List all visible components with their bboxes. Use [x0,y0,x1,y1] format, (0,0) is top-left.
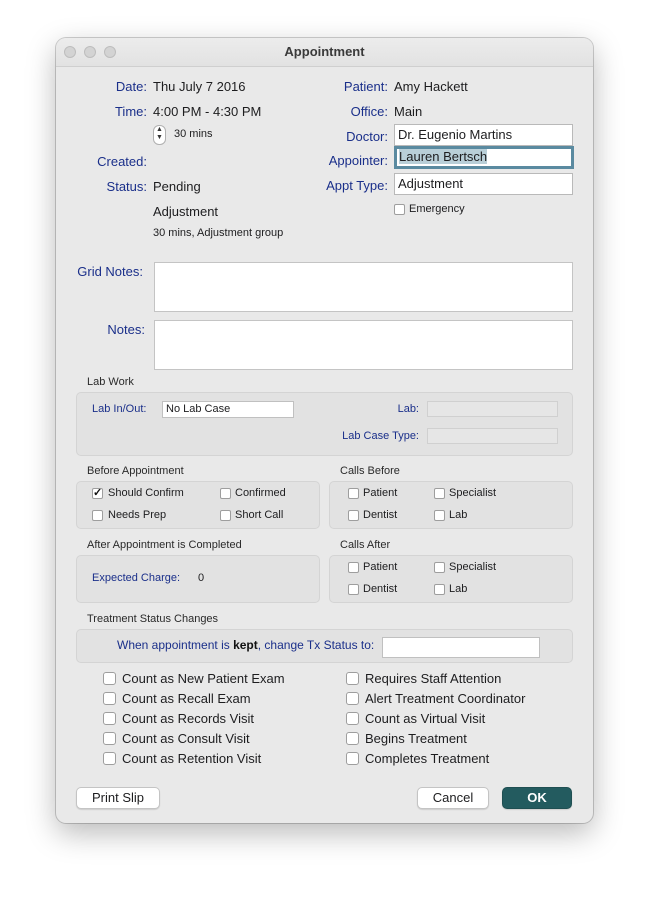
count-consult-visit-label: Count as Consult Visit [122,731,250,746]
alert-treatment-coordinator-label: Alert Treatment Coordinator [365,691,526,706]
calls-before-specialist-checkbox[interactable] [434,488,445,499]
requires-staff-attention-checkbox[interactable] [346,672,359,685]
confirmed-checkbox[interactable] [220,488,231,499]
calls-after-dentist-label: Dentist [363,583,398,595]
count-new-patient-exam-checkbox[interactable] [103,672,116,685]
count-recall-exam-label: Count as Recall Exam [122,691,251,706]
patient-label: Patient: [343,79,388,94]
calls-after-group [329,555,573,603]
count-retention-visit-checkbox[interactable] [103,752,116,765]
calls-after-specialist-label: Specialist [449,561,497,573]
doctor-field-value: Dr. Eugenio Martins [398,127,513,142]
should-confirm-checkbox[interactable] [92,488,103,499]
count-consult-visit-checkbox[interactable] [103,732,116,745]
short-call-checkbox[interactable] [220,510,231,521]
chevron-down-icon[interactable]: ▼ [156,134,163,141]
appt-type-field-value: Adjustment [398,176,464,191]
calls-after-dentist-checkbox[interactable] [348,584,359,595]
grid-notes-textarea[interactable] [154,262,573,312]
completes-treatment-label: Completes Treatment [365,751,490,766]
status-value: Pending [153,179,201,194]
calls-after-specialist-checkbox[interactable] [434,562,445,573]
appt-type-label: Appt Type: [326,178,388,193]
calls-before-dentist-checkbox[interactable] [348,510,359,521]
notes-textarea[interactable] [154,320,573,370]
expected-charge-value: 0 [198,572,205,584]
count-recall-exam-checkbox[interactable] [103,692,116,705]
before-appointment-heading: Before Appointment [87,465,184,477]
completes-treatment-checkbox[interactable] [346,752,359,765]
calls-before-dentist-label: Dentist [363,509,398,521]
count-records-visit-checkbox[interactable] [103,712,116,725]
count-retention-visit-label: Count as Retention Visit [122,751,262,766]
ok-button[interactable]: OK [502,787,572,809]
print-slip-button[interactable]: Print Slip [76,787,160,809]
appointment-type-description: 30 mins, Adjustment group [153,227,284,239]
window-title: Appointment [284,44,365,59]
requires-staff-attention-label: Requires Staff Attention [365,671,502,686]
count-new-patient-exam-label: Count as New Patient Exam [122,671,285,686]
time-value: 4:00 PM - 4:30 PM [153,104,262,119]
duration-value: 30 mins [174,128,213,140]
doctor-label: Doctor: [346,129,388,144]
lab-case-type-field [427,428,558,444]
appointer-field[interactable] [394,146,574,169]
appointment-type-name: Adjustment [153,204,219,219]
appointer-label: Appointer: [328,153,388,168]
calls-after-patient-checkbox[interactable] [348,562,359,573]
doctor-field[interactable] [394,124,573,146]
treatment-status-heading: Treatment Status Changes [87,613,219,625]
office-label: Office: [350,104,388,119]
count-records-visit-label: Count as Records Visit [122,711,254,726]
tx-status-prompt-kept: kept [233,638,258,652]
lab-label: Lab: [397,403,419,415]
tx-status-prompt-before: When appointment is [117,638,234,652]
calls-after-heading: Calls After [340,539,391,551]
count-virtual-visit-checkbox[interactable] [346,712,359,725]
calls-before-lab-checkbox[interactable] [434,510,445,521]
cancel-button[interactable]: Cancel [417,787,489,809]
chevron-up-icon[interactable]: ▲ [156,126,163,133]
tx-status-field[interactable] [382,637,540,658]
duration-stepper[interactable] [153,125,166,145]
calls-before-heading: Calls Before [340,465,400,477]
after-appointment-heading: After Appointment is Completed [87,539,242,551]
created-label: Created: [97,154,147,169]
short-call-label: Short Call [235,509,284,521]
calls-before-specialist-label: Specialist [449,487,497,499]
before-appointment-group [76,481,320,529]
appointment-window [56,38,593,823]
should-confirm-label: Should Confirm [108,487,184,499]
calls-after-patient-label: Patient [363,561,398,573]
appt-type-field[interactable] [394,173,573,195]
office-value: Main [394,104,423,119]
needs-prep-label: Needs Prep [108,509,167,521]
lab-work-group [76,392,573,456]
calls-before-patient-label: Patient [363,487,398,499]
lab-field [427,401,558,417]
confirmed-label: Confirmed [235,487,286,499]
calls-before-group [329,481,573,529]
status-label: Status: [106,179,147,194]
lab-work-heading: Lab Work [87,376,134,388]
tx-status-prompt [117,638,374,652]
needs-prep-checkbox[interactable] [92,510,103,521]
date-label: Date: [115,79,147,94]
after-appointment-group [76,555,320,603]
time-label: Time: [114,104,147,119]
calls-before-patient-checkbox[interactable] [348,488,359,499]
grid-notes-label: Grid Notes: [77,264,143,279]
calls-after-lab-label: Lab [449,583,468,595]
lab-case-type-label: Lab Case Type: [342,430,419,442]
calls-after-lab-checkbox[interactable] [434,584,445,595]
lab-inout-label: Lab In/Out: [92,403,147,415]
title-bar [56,38,593,67]
tx-status-prompt-after: , change Tx Status to: [257,638,375,652]
begins-treatment-label: Begins Treatment [365,731,467,746]
notes-label: Notes: [107,322,145,337]
expected-charge-label: Expected Charge: [92,572,181,584]
begins-treatment-checkbox[interactable] [346,732,359,745]
alert-treatment-coordinator-checkbox[interactable] [346,692,359,705]
emergency-label: Emergency [409,203,465,215]
count-virtual-visit-label: Count as Virtual Visit [365,711,486,726]
lab-inout-field[interactable] [162,401,294,418]
date-value: Thu July 7 2016 [153,79,246,94]
appointer-field-value: Lauren Bertsch [399,149,488,164]
emergency-checkbox[interactable] [394,204,405,215]
calls-before-lab-label: Lab [449,509,468,521]
patient-value: Amy Hackett [394,79,468,94]
treatment-status-group [76,629,573,663]
lab-inout-field-value: No Lab Case [166,403,231,415]
